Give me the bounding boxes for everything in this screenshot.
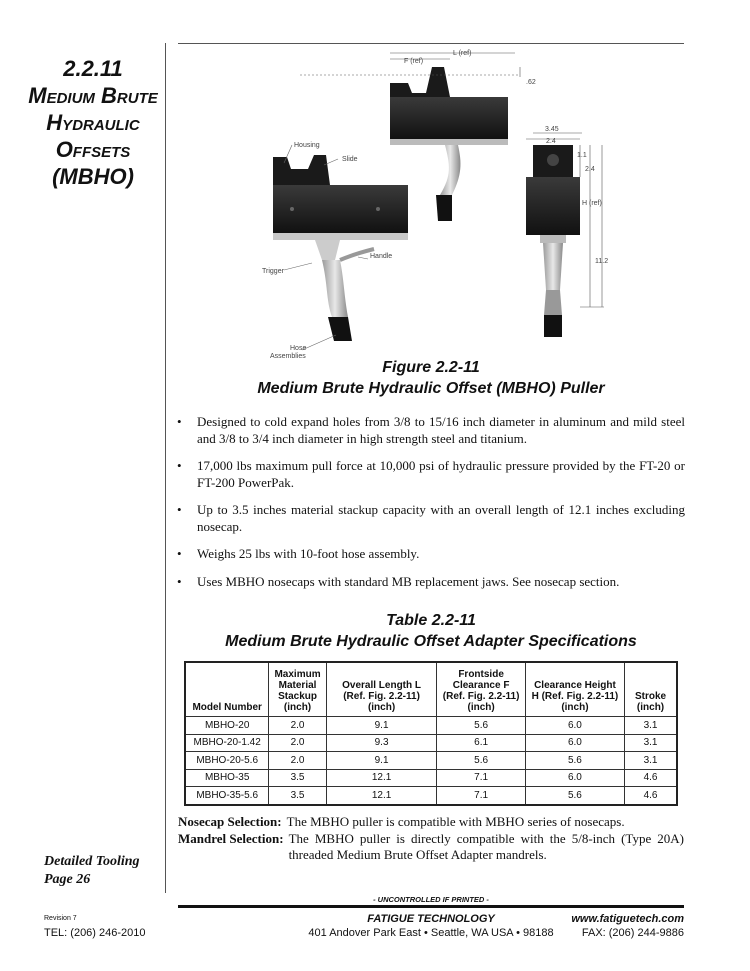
figure-caption	[178, 357, 684, 399]
table-header-row	[185, 662, 677, 717]
header-model-number: Model Number	[185, 662, 269, 717]
puller-side-view-front	[273, 155, 408, 341]
table-row	[185, 769, 677, 787]
header-clearance-height: Clearance Height H (Ref. Fig. 2.2-11) (inch)	[525, 662, 624, 717]
dim-24-label: 2.4	[546, 138, 556, 145]
figure-title: Medium Brute Hydraulic Offset (MBHO) Puller	[257, 380, 605, 397]
sidebar-page-number: Page 26	[44, 872, 91, 887]
hose-label: Hose	[290, 345, 307, 352]
table-cell: 3.1	[625, 717, 677, 735]
hose-label-line2: Assemblies	[270, 353, 306, 360]
top-rule	[178, 43, 684, 44]
h-ref-label: H (ref)	[582, 200, 602, 207]
table-cell: 12.1	[326, 787, 437, 805]
section-title-line: Offsets	[55, 137, 131, 162]
table-number: Table 2.2-11	[386, 612, 476, 629]
footer-left	[44, 912, 146, 940]
dim-11-label: 1.1	[577, 152, 587, 159]
dim-24-vertical-label: 2.4	[585, 166, 595, 173]
table-cell: 5.6	[525, 787, 624, 805]
table-cell: 6.1	[437, 734, 525, 752]
table-row	[185, 752, 677, 770]
section-title-line: (MBHO)	[52, 164, 134, 189]
handle-label: Handle	[370, 253, 393, 260]
footer-rule	[178, 905, 684, 908]
table-cell: 3.1	[625, 734, 677, 752]
table-cell: MBHO-20	[185, 717, 269, 735]
list-item: • 17,000 lbs maximum pull force at 10,000 psi of hydraulic pressure provided by the FT-20 or FT-200 PowerPak.	[175, 458, 685, 491]
table-cell: 6.0	[525, 734, 624, 752]
table-cell: 7.1	[437, 787, 525, 805]
company-name: FATIGUE TECHNOLOGY	[367, 913, 495, 925]
table-title: Medium Brute Hydraulic Offset Adapter Specifications	[225, 633, 637, 650]
mandrel-text: The MBHO puller is directly compatible with the 5/8-inch (Type 20A) threaded Medium Brute Offset Adapter mandrels.	[288, 830, 684, 862]
revision-label: Revision 7	[44, 915, 77, 922]
table-cell: 2.0	[269, 717, 326, 735]
table-cell: 5.6	[437, 752, 525, 770]
table-row	[185, 787, 677, 805]
sidebar-page-ref	[44, 853, 140, 889]
slide-label: Slide	[342, 156, 358, 163]
nosecap-label: Nosecap Selection:	[178, 814, 282, 829]
table-cell: 5.6	[437, 717, 525, 735]
company-address: 401 Andover Park East • Seattle, WA USA • 98188	[308, 927, 554, 939]
table-row	[185, 717, 677, 735]
table-cell: 9.3	[326, 734, 437, 752]
mandrel-label: Mandrel Selection:	[178, 830, 284, 846]
header-max-stackup: Maximum Material Stackup (inch)	[269, 662, 326, 717]
table-cell: 9.1	[326, 717, 437, 735]
table-cell: 7.1	[437, 769, 525, 787]
l-ref-label: L (ref)	[453, 50, 472, 57]
table-cell: MBHO-20-5.6	[185, 752, 269, 770]
nosecap-text: The MBHO puller is compatible with MBHO series of nosecaps.	[286, 814, 625, 829]
table-cell: 12.1	[326, 769, 437, 787]
website-link[interactable]: www.fatiguetech.com	[571, 913, 684, 925]
mandrel-note	[178, 831, 684, 864]
table-cell: 3.5	[269, 787, 326, 805]
table-cell: 4.6	[625, 787, 677, 805]
table-cell: 6.0	[525, 769, 624, 787]
header-frontside-clearance: Frontside Clearance F (Ref. Fig. 2.2-11) (inch)	[437, 662, 525, 717]
section-number: 2.2.11	[63, 56, 123, 81]
section-title-line: Hydraulic	[46, 110, 140, 135]
table-cell: MBHO-35-5.6	[185, 787, 269, 805]
footer-right	[520, 912, 684, 940]
uncontrolled-notice: - UNCONTROLLED IF PRINTED -	[373, 895, 489, 904]
table-cell: 3.1	[625, 752, 677, 770]
table-row	[185, 734, 677, 752]
puller-figure	[240, 45, 680, 360]
spec-table	[184, 661, 678, 806]
fax-number: FAX: (206) 244-9886	[581, 927, 684, 939]
table-cell: 4.6	[625, 769, 677, 787]
puller-illustration	[240, 45, 680, 360]
header-overall-length: Overall Length L (Ref. Fig. 2.2-11) (inch)	[326, 662, 437, 717]
table-cell: 9.1	[326, 752, 437, 770]
selection-notes	[178, 814, 684, 864]
table-cell: 3.5	[269, 769, 326, 787]
table-cell: 2.0	[269, 752, 326, 770]
table-caption	[178, 610, 684, 652]
table-cell: MBHO-35	[185, 769, 269, 787]
list-item: • Uses MBHO nosecaps with standard MB replacement jaws. See nosecap section.	[175, 574, 685, 591]
figure-number: Figure 2.2-11	[382, 359, 480, 376]
housing-label: Housing	[294, 142, 320, 149]
dim-112-label: 11.2	[595, 258, 609, 265]
trigger-label: Trigger	[262, 268, 284, 275]
table-cell: 2.0	[269, 734, 326, 752]
table-cell: 6.0	[525, 717, 624, 735]
sidebar-doc-name: Detailed Tooling	[44, 854, 140, 869]
table-cell: MBHO-20-1.42	[185, 734, 269, 752]
header-stroke: Stroke (inch)	[625, 662, 677, 717]
list-item: • Designed to cold expand holes from 3/8 to 15/16 inch diameter in aluminum and mild steel and 3/8 to 3/4 inch diameter in high strength steel and titanium.	[175, 414, 685, 447]
dim-062-label: .62	[526, 79, 536, 86]
puller-end-view	[526, 145, 580, 337]
table-cell: 5.6	[525, 752, 624, 770]
list-item: • Weighs 25 lbs with 10-foot hose assembly.	[175, 546, 685, 563]
nosecap-note	[178, 814, 684, 831]
dim-345-label: 3.45	[545, 126, 559, 133]
list-item: • Up to 3.5 inches material stackup capacity with an overall length of 12.1 inches excluding nosecap.	[175, 502, 685, 535]
f-ref-label: F (ref)	[404, 58, 424, 65]
section-title	[18, 55, 168, 190]
feature-list	[175, 414, 685, 601]
section-title-line: Medium Brute	[28, 83, 158, 108]
phone-number: TEL: (206) 246-2010	[44, 927, 146, 939]
